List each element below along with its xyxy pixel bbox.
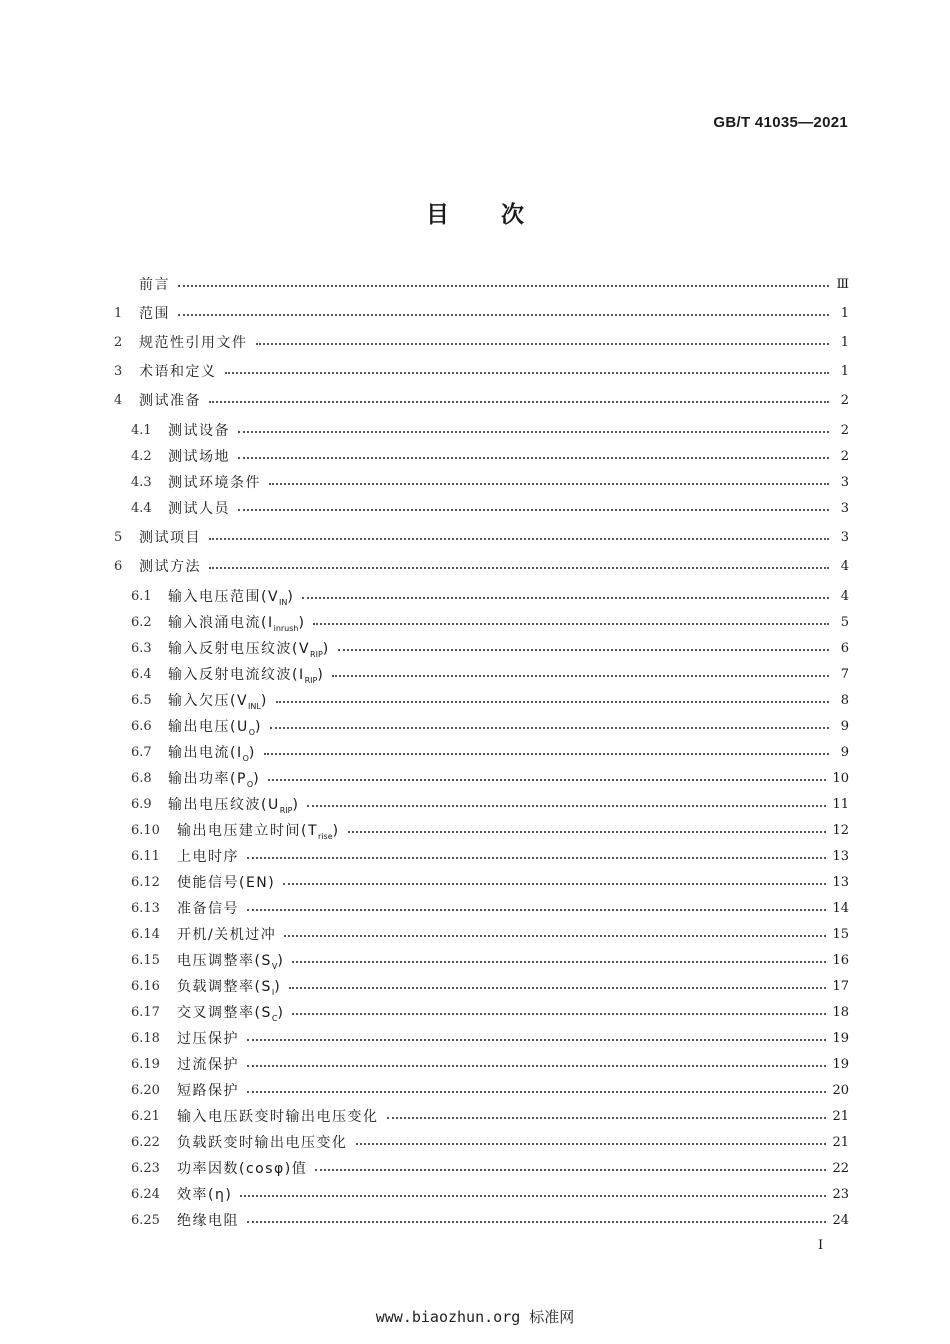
toc-entry-page: 2 [840,392,849,408]
toc-entry-label: 开机/关机过冲 [177,927,277,943]
toc-entry-number: 6.20 [131,1082,160,1098]
toc-entry-label: 准备信号 [177,901,239,917]
toc-entry-number: 4 [114,392,123,408]
toc-entry-page: 20 [832,1082,849,1098]
toc-entry-subscript: C [271,1013,278,1023]
toc-dot-leader [338,649,829,651]
toc-entry-label: 测试场地 [168,449,230,465]
toc-entry-page: 10 [832,770,849,786]
toc-dot-leader [209,401,829,403]
toc-entry-page: 22 [832,1160,849,1176]
toc-entry-number: 1 [114,305,123,321]
toc-entry[interactable] [131,661,849,687]
toc-entry-number: 6.6 [131,718,152,734]
toc-entry[interactable] [131,1103,849,1129]
toc-entry-number: 6.10 [131,822,160,838]
toc-entry-label: 电压调整率$(S_V)$ [177,952,285,971]
toc-entry-label: 测试人员 [168,501,230,517]
toc-entry-label: 术语和定义 [139,364,217,380]
toc-entry-number: 6.19 [131,1056,160,1072]
toc-entry-number: 6.4 [131,666,152,682]
toc-entry-page: 21 [832,1108,849,1124]
toc-entry[interactable] [131,1181,849,1207]
toc-entry-page: 17 [832,978,849,994]
toc-entry-subscript: RIP [310,649,323,659]
toc-dot-leader [247,1065,826,1067]
toc-entry-page: 3 [840,474,849,490]
toc-entry-label: 输入浪涌电流$(I_{inrush})$ [168,614,306,633]
toc-entry-number: 6.5 [131,692,152,708]
toc-entry-label: 功率因数(cosφ)值 [177,1161,308,1177]
toc-entry-page: 5 [840,614,849,630]
toc-entry-label: 使能信号(EN) [177,875,276,891]
toc-entry-label: 输出电压纹波$(U_{RIP})$ [168,796,300,815]
toc-entry[interactable] [114,300,849,326]
toc-entry-subscript: RIP [304,675,318,685]
toc-entry[interactable] [131,469,849,495]
toc-entry-number: 6.2 [131,614,152,630]
toc-dot-leader [225,372,830,374]
page-folio: I [818,1238,824,1253]
toc-dot-leader [247,857,826,859]
toc-entry[interactable] [131,895,849,921]
watermark-text: www.biaozhun.org 标准网 [375,1308,575,1326]
toc-entry-number: 4.2 [131,448,152,464]
toc-entry[interactable] [131,973,849,999]
toc-dot-leader [283,883,826,885]
toc-entry-number: 4.4 [131,500,152,516]
toc-entry-number: 6.3 [131,640,152,656]
toc-entry-number: 6.22 [131,1134,160,1150]
toc-dot-leader [356,1143,827,1145]
toc-entry-subscript: O [246,779,254,789]
toc-dot-leader [247,909,826,911]
toc-dot-leader [348,831,827,833]
toc-entry-label: 输入反射电流纹波$(I_{RIP})$ [168,666,325,685]
toc-dot-leader [238,431,829,433]
toc-entry[interactable] [131,921,849,947]
toc-entry-page: Ⅲ [836,276,849,292]
toc-entry-number: 4.3 [131,474,152,490]
toc-entry-label: 测试环境条件 [168,475,261,491]
toc-entry-number: 6.17 [131,1004,160,1020]
title-char-2: 次 [501,202,524,228]
toc-entry-page: 21 [832,1134,849,1150]
toc-entry-page: 1 [840,305,849,321]
toc-entry-number: 6.9 [131,796,152,812]
toc-entry-number: 6 [114,558,123,574]
toc-dot-leader [178,285,829,287]
toc-entry-label: 输入欠压$(V_{INL})$ [168,692,268,711]
toc-entry-number: 6.7 [131,744,152,760]
toc-entry-label: 输入反射电压纹波$(V_{RIP})$ [168,640,330,659]
toc-entry[interactable] [131,947,849,973]
toc-entry[interactable] [131,687,849,713]
toc-entry-page: 16 [832,952,849,968]
toc-entry-label: 交叉调整率$(S_C)$ [177,1004,285,1023]
toc-entry-page: 1 [840,334,849,350]
toc-entry-page: 13 [832,874,849,890]
toc-entry[interactable] [114,329,849,355]
toc-entry[interactable] [131,495,849,521]
toc-entry-page: 2 [840,422,849,438]
toc-entry-page: 11 [832,796,849,812]
toc-entry[interactable] [131,843,849,869]
toc-entry-number: 6.18 [131,1030,160,1046]
toc-entry-label: 范围 [139,306,170,322]
toc-dot-leader [307,805,826,807]
toc-entry-number: 4.1 [131,422,152,438]
toc-entry-page: 4 [840,558,849,574]
toc-entry-label: 过压保护 [177,1031,239,1047]
toc-dot-leader [302,597,829,599]
toc-dot-leader [209,538,829,540]
toc-entry-label: 负载跃变时输出电压变化 [177,1135,348,1151]
toc-entry-page: 1 [840,363,849,379]
toc-entry-label: 测试方法 [139,559,201,575]
toc-dot-leader [313,623,829,625]
toc-entry-number: 6.21 [131,1108,160,1124]
toc-entry-label: 输入电压范围$(V_{IN})$ [168,588,295,607]
toc-dot-leader [247,1039,826,1041]
toc-dot-leader [387,1117,827,1119]
toc-entry[interactable] [114,387,849,413]
toc-dot-leader [292,1013,826,1015]
toc-entry-number: 6.16 [131,978,160,994]
toc-entry[interactable] [131,443,849,469]
toc-dot-leader [256,343,830,345]
toc-entry-page: 9 [840,744,849,760]
toc-entry[interactable] [131,417,849,443]
toc-entry-page: 18 [832,1004,849,1020]
toc-dot-leader [240,1195,826,1197]
toc-entry-subscript: rise [318,831,333,841]
toc-entry-label: 输入电压跃变时输出电压变化 [177,1109,379,1125]
toc-entry-number: 6.8 [131,770,152,786]
toc-entry[interactable] [131,791,849,817]
toc-entry-subscript: inrush [273,623,299,633]
toc-entry-page: 15 [832,926,849,942]
toc-dot-leader [292,961,826,963]
toc-entry-page: 3 [840,529,849,545]
toc-entry-subscript: IN [279,597,288,607]
toc-entry[interactable] [114,553,849,579]
toc-dot-leader [315,1169,826,1171]
toc-entry[interactable] [131,1129,849,1155]
toc-entry[interactable] [114,524,849,550]
toc-entry[interactable] [131,869,849,895]
toc-entry-subscript: INL [248,701,261,711]
toc-entry-number: 3 [114,363,123,379]
toc-dot-leader [178,314,829,316]
toc-entry-page: 13 [832,848,849,864]
toc-entry-number: 6.1 [131,588,152,604]
toc-entry-number: 6.14 [131,926,160,942]
toc-entry-number: 6.15 [131,952,160,968]
toc-entry-subscript: I [271,987,275,997]
toc-entry-label: 规范性引用文件 [139,335,248,351]
toc-entry-number: 5 [114,529,123,545]
toc-entry[interactable] [131,1051,849,1077]
toc-entry-page: 2 [840,448,849,464]
toc-dot-leader [247,1091,826,1093]
toc-entry-label: 效率(η) [177,1187,233,1203]
toc-entry[interactable] [114,358,849,384]
toc-entry[interactable] [131,817,849,843]
toc-entry-page: 14 [832,900,849,916]
toc-entry-page: 3 [840,500,849,516]
toc-entry-page: 23 [832,1186,849,1202]
toc-dot-leader [247,1221,826,1223]
toc-entry-page: 6 [840,640,849,656]
toc-dot-leader [268,779,826,781]
toc-entry[interactable] [131,609,849,635]
toc-entry[interactable] [131,999,849,1025]
toc-entry-label: 前言 [139,277,170,293]
toc-entry-subscript: O [242,753,249,763]
toc-entry-label: 输出电压$(U_O)$ [168,718,262,737]
toc-dot-leader [270,727,829,729]
toc-entry-label: 测试准备 [139,393,201,409]
toc-dot-leader [238,509,829,511]
toc-entry[interactable] [131,739,849,765]
toc-entry-subscript: V [271,961,278,971]
toc-entry-number: 6.12 [131,874,160,890]
toc-entry-label: 绝缘电阻 [177,1213,239,1229]
toc-dot-leader [276,701,829,703]
toc-entry-page: 8 [840,692,849,708]
toc-entry-label: 输出电流$(I_O)$ [168,744,256,763]
page-title [0,196,950,229]
toc-entry[interactable] [131,1207,849,1233]
toc-entry[interactable] [131,713,849,739]
title-char-1: 目 [426,202,449,228]
toc-dot-leader [264,753,829,755]
toc-entry-page: 7 [840,666,849,682]
toc-entry-number: 6.11 [131,848,160,864]
toc-entry-page: 19 [832,1030,849,1046]
toc-entry-subscript: RIP [279,805,293,815]
toc-entry[interactable] [131,583,849,609]
toc-entry-subscript: O [248,727,256,737]
toc-entry-number: 6.13 [131,900,160,916]
toc-entry[interactable] [131,635,849,661]
toc-entry-label: 输出功率$(P_O)$ [168,770,261,789]
toc-entry-number: 6.24 [131,1186,160,1202]
toc-entry[interactable] [131,1025,849,1051]
toc-entry-label: 负载调整率$(S_I)$ [177,978,282,997]
toc-dot-leader [269,483,829,485]
toc-entry-page: 9 [840,718,849,734]
toc-entry[interactable] [131,765,849,791]
toc-entry-label: 输出电压建立时间$(T_{rise})$ [177,822,340,841]
toc-entry-label: 过流保护 [177,1057,239,1073]
toc-dot-leader [238,457,829,459]
toc-entry-label: 测试设备 [168,423,230,439]
toc-entry-label: 短路保护 [177,1083,239,1099]
toc-entry-number: 6.25 [131,1212,160,1228]
toc-entry[interactable] [131,1155,849,1181]
toc-dot-leader [332,675,829,677]
toc-dot-leader [209,567,829,569]
toc-entry[interactable] [131,1077,849,1103]
toc-entry-label: 上电时序 [177,849,239,865]
toc-dot-leader [284,935,826,937]
toc-entry-page: 12 [832,822,849,838]
toc-entry-page: 19 [832,1056,849,1072]
toc-entry-page: 24 [832,1212,849,1228]
toc-entry[interactable] [114,271,849,297]
toc-dot-leader [289,987,826,989]
toc-entry-page: 4 [840,588,849,604]
toc-entry-label: 测试项目 [139,530,201,546]
toc-entry-number: 6.23 [131,1160,160,1176]
standard-number: GB/T 41035—2021 [713,114,848,131]
toc-entry-number: 2 [114,334,123,350]
